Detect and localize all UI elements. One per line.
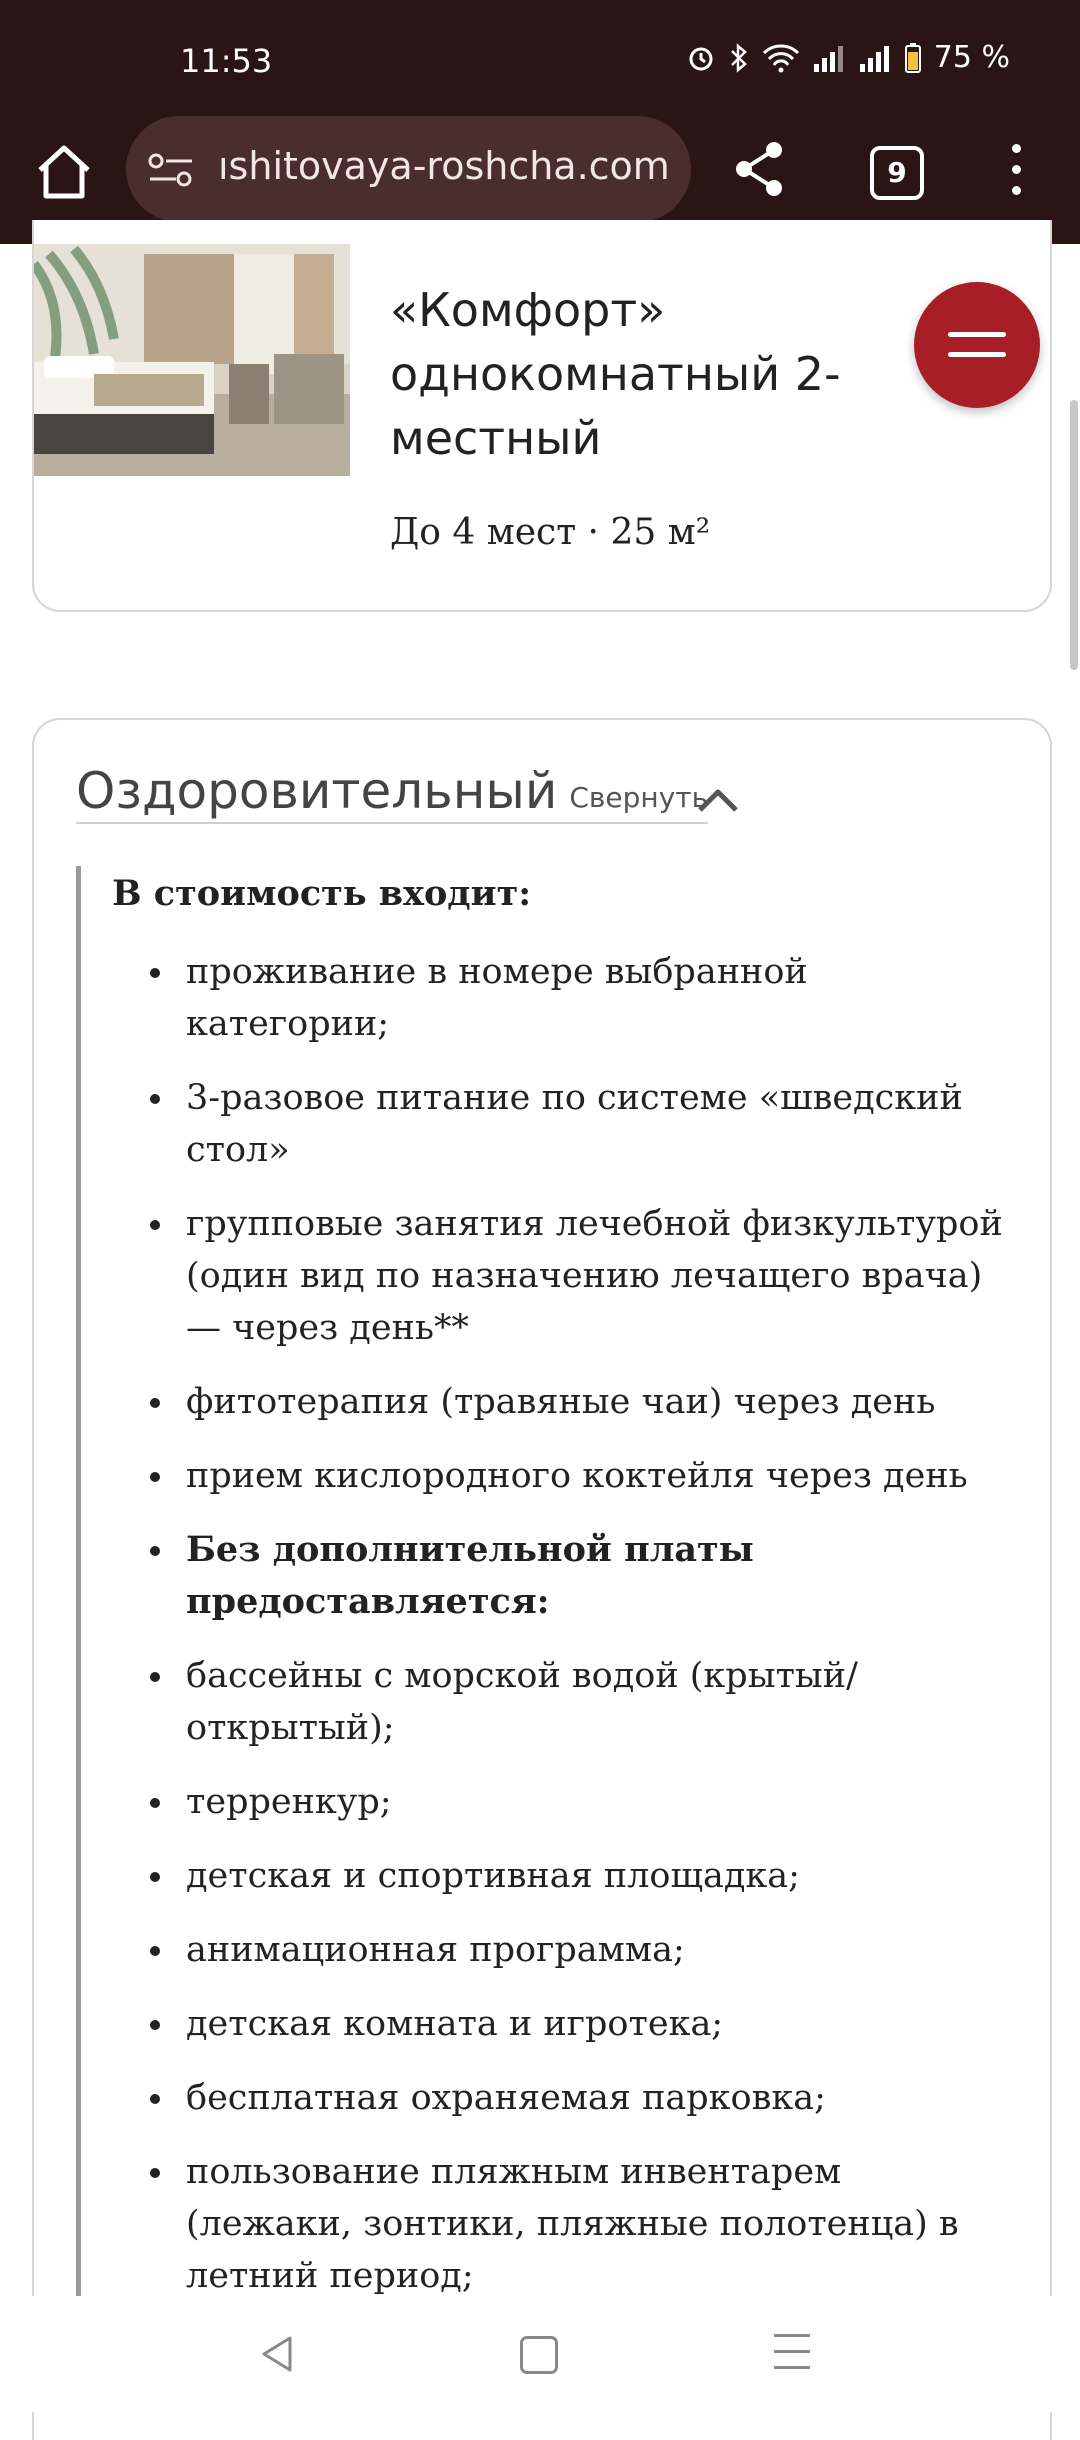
site-settings-icon[interactable]	[146, 150, 196, 190]
battery-percent: 75 %	[933, 40, 1010, 75]
list-item: фитотерапия (травяные чаи) через день	[112, 1376, 1012, 1428]
room-capacity-area: До 4 мест · 25 м²	[390, 512, 711, 553]
bluetooth-icon	[728, 42, 750, 74]
tab-switcher-button[interactable]: 9	[870, 146, 924, 200]
signal-icon	[812, 44, 846, 72]
list-item: детская комната и игротека;	[112, 1998, 1012, 2050]
package-title: Оздоровительный	[76, 762, 558, 820]
status-icons	[686, 40, 1010, 75]
package-header[interactable]	[76, 762, 708, 824]
included-heading: В стоимость входит:	[112, 873, 532, 914]
more-options-icon[interactable]	[1004, 144, 1028, 200]
hamburger-line	[948, 332, 1006, 337]
system-nav-bar	[0, 2296, 1080, 2412]
signal-icon-2	[858, 44, 892, 72]
package-content	[112, 868, 1012, 2324]
included-list	[112, 946, 1012, 2302]
list-item: детская и спортивная площадка;	[112, 1850, 1012, 1902]
list-item: проживание в номере выбранной категории;	[112, 946, 1012, 1050]
room-title[interactable]: «Комфорт» однокомнатный 2-местный	[390, 283, 841, 465]
back-icon[interactable]	[258, 2334, 296, 2374]
browser-toolbar	[0, 0, 1080, 244]
list-item: бесплатная охраняемая парковка;	[112, 2072, 1012, 2124]
wifi-icon	[762, 43, 800, 73]
list-item: терренкур;	[112, 1776, 1012, 1828]
url-bar[interactable]	[126, 116, 691, 222]
blockquote-bar	[76, 866, 81, 2296]
nav-home-icon[interactable]	[520, 2336, 558, 2374]
list-item: прием кислородного коктейля через день	[112, 1450, 1012, 1502]
list-item: 3-разовое питание по системе «шведский стол»	[112, 1072, 1012, 1176]
share-icon[interactable]	[732, 140, 786, 198]
collapse-link[interactable]: Свернуть	[569, 781, 709, 814]
home-icon[interactable]	[32, 140, 96, 204]
list-item: Без дополнительной платы предоставляется:	[112, 1524, 1012, 1628]
hamburger-line	[948, 352, 1006, 357]
status-time: 11:53	[180, 42, 273, 80]
battery-icon	[904, 42, 922, 74]
list-item: пользование пляжным инвентарем (лежаки, зонтики, пляжные полотенца) в летний период;	[112, 2146, 1012, 2302]
url-text: ıshitovaya-roshcha.com	[218, 144, 670, 188]
chevron-up-icon[interactable]	[696, 784, 740, 814]
recent-apps-icon[interactable]	[774, 2334, 810, 2372]
alarm-icon	[686, 43, 716, 73]
room-photo[interactable]	[34, 244, 350, 476]
menu-hamburger-button[interactable]	[914, 282, 1040, 408]
list-item: бассейны с морской водой (крытый/открытый);	[112, 1650, 1012, 1754]
page-scrollbar[interactable]	[1070, 400, 1078, 670]
list-item: анимационная программа;	[112, 1924, 1012, 1976]
list-item: групповые занятия лечебной физкультурой (один вид по назначению лечащего врача) — через день**	[112, 1198, 1012, 1354]
